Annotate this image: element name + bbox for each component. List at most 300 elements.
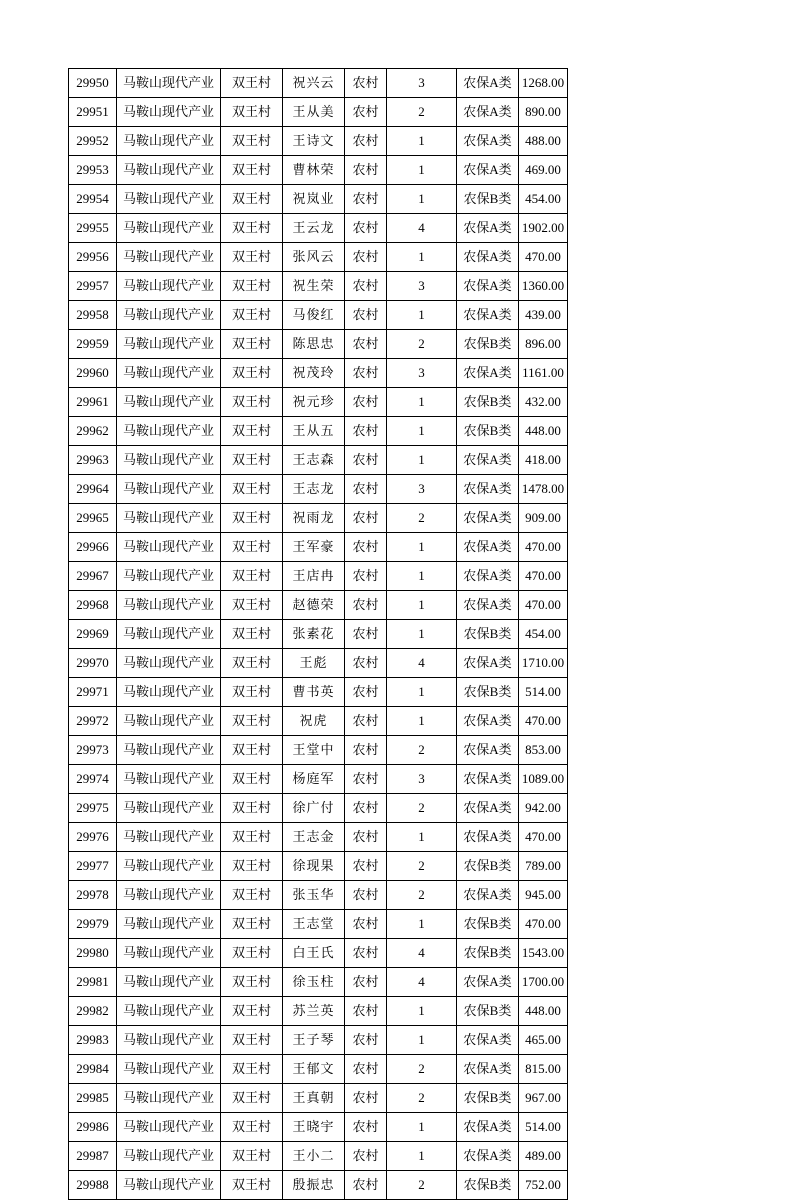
cell-person-count: 4 xyxy=(387,649,457,678)
cell-amount: 909.00 xyxy=(519,504,568,533)
table-row xyxy=(69,359,568,388)
cell-amount: 469.00 xyxy=(519,156,568,185)
cell-person-count: 2 xyxy=(387,794,457,823)
cell-id: 29985 xyxy=(69,1084,117,1113)
cell-household-type: 农村 xyxy=(345,997,387,1026)
cell-organization: 马鞍山现代产业 xyxy=(117,1142,221,1171)
cell-village: 双王村 xyxy=(221,1055,283,1084)
cell-person-name: 王从美 xyxy=(283,98,345,127)
table-row xyxy=(69,1084,568,1113)
cell-id: 29966 xyxy=(69,533,117,562)
table-row xyxy=(69,1142,568,1171)
cell-category: 农保A类 xyxy=(457,98,519,127)
subsidy-table-container xyxy=(68,68,568,1200)
table-row xyxy=(69,156,568,185)
cell-amount: 896.00 xyxy=(519,330,568,359)
cell-person-name: 赵德荣 xyxy=(283,591,345,620)
cell-household-type: 农村 xyxy=(345,794,387,823)
cell-person-name: 祝雨龙 xyxy=(283,504,345,533)
cell-household-type: 农村 xyxy=(345,475,387,504)
cell-household-type: 农村 xyxy=(345,243,387,272)
cell-id: 29975 xyxy=(69,794,117,823)
cell-household-type: 农村 xyxy=(345,504,387,533)
cell-household-type: 农村 xyxy=(345,1171,387,1200)
cell-id: 29968 xyxy=(69,591,117,620)
cell-id: 29982 xyxy=(69,997,117,1026)
cell-organization: 马鞍山现代产业 xyxy=(117,678,221,707)
table-row xyxy=(69,620,568,649)
cell-organization: 马鞍山现代产业 xyxy=(117,301,221,330)
table-row xyxy=(69,707,568,736)
cell-id: 29972 xyxy=(69,707,117,736)
cell-village: 双王村 xyxy=(221,185,283,214)
cell-village: 双王村 xyxy=(221,69,283,98)
cell-amount: 1360.00 xyxy=(519,272,568,301)
cell-person-name: 王晓宇 xyxy=(283,1113,345,1142)
cell-amount: 418.00 xyxy=(519,446,568,475)
table-row xyxy=(69,910,568,939)
cell-person-count: 1 xyxy=(387,533,457,562)
cell-id: 29964 xyxy=(69,475,117,504)
cell-category: 农保A类 xyxy=(457,533,519,562)
cell-organization: 马鞍山现代产业 xyxy=(117,1113,221,1142)
cell-person-name: 王堂中 xyxy=(283,736,345,765)
cell-person-name: 王小二 xyxy=(283,1142,345,1171)
cell-village: 双王村 xyxy=(221,446,283,475)
cell-id: 29984 xyxy=(69,1055,117,1084)
cell-person-name: 王郁文 xyxy=(283,1055,345,1084)
cell-village: 双王村 xyxy=(221,649,283,678)
cell-organization: 马鞍山现代产业 xyxy=(117,620,221,649)
cell-household-type: 农村 xyxy=(345,678,387,707)
cell-village: 双王村 xyxy=(221,794,283,823)
cell-village: 双王村 xyxy=(221,852,283,881)
cell-village: 双王村 xyxy=(221,243,283,272)
cell-amount: 432.00 xyxy=(519,388,568,417)
cell-person-count: 2 xyxy=(387,736,457,765)
cell-person-name: 王店冉 xyxy=(283,562,345,591)
cell-person-count: 2 xyxy=(387,1084,457,1113)
cell-person-name: 祝元珍 xyxy=(283,388,345,417)
cell-organization: 马鞍山现代产业 xyxy=(117,939,221,968)
cell-household-type: 农村 xyxy=(345,562,387,591)
cell-person-count: 1 xyxy=(387,678,457,707)
cell-household-type: 农村 xyxy=(345,1084,387,1113)
cell-amount: 489.00 xyxy=(519,1142,568,1171)
cell-organization: 马鞍山现代产业 xyxy=(117,765,221,794)
cell-id: 29959 xyxy=(69,330,117,359)
cell-person-name: 祝生荣 xyxy=(283,272,345,301)
cell-household-type: 农村 xyxy=(345,765,387,794)
cell-id: 29962 xyxy=(69,417,117,446)
cell-person-count: 1 xyxy=(387,1113,457,1142)
cell-village: 双王村 xyxy=(221,1171,283,1200)
cell-person-count: 1 xyxy=(387,417,457,446)
cell-category: 农保A类 xyxy=(457,475,519,504)
cell-person-count: 2 xyxy=(387,330,457,359)
cell-person-count: 2 xyxy=(387,98,457,127)
cell-amount: 470.00 xyxy=(519,243,568,272)
cell-person-name: 张风云 xyxy=(283,243,345,272)
cell-organization: 马鞍山现代产业 xyxy=(117,649,221,678)
cell-household-type: 农村 xyxy=(345,359,387,388)
cell-category: 农保A类 xyxy=(457,69,519,98)
cell-organization: 马鞍山现代产业 xyxy=(117,446,221,475)
cell-organization: 马鞍山现代产业 xyxy=(117,475,221,504)
cell-household-type: 农村 xyxy=(345,185,387,214)
cell-household-type: 农村 xyxy=(345,939,387,968)
cell-person-count: 2 xyxy=(387,852,457,881)
cell-household-type: 农村 xyxy=(345,156,387,185)
cell-organization: 马鞍山现代产业 xyxy=(117,562,221,591)
cell-category: 农保A类 xyxy=(457,765,519,794)
cell-amount: 454.00 xyxy=(519,620,568,649)
cell-category: 农保A类 xyxy=(457,504,519,533)
cell-amount: 1700.00 xyxy=(519,968,568,997)
table-row xyxy=(69,649,568,678)
cell-category: 农保A类 xyxy=(457,794,519,823)
cell-amount: 470.00 xyxy=(519,533,568,562)
cell-person-count: 1 xyxy=(387,1142,457,1171)
cell-organization: 马鞍山现代产业 xyxy=(117,707,221,736)
table-row xyxy=(69,591,568,620)
cell-household-type: 农村 xyxy=(345,823,387,852)
cell-organization: 马鞍山现代产业 xyxy=(117,1171,221,1200)
cell-organization: 马鞍山现代产业 xyxy=(117,504,221,533)
cell-amount: 1478.00 xyxy=(519,475,568,504)
cell-amount: 448.00 xyxy=(519,417,568,446)
cell-id: 29987 xyxy=(69,1142,117,1171)
cell-person-name: 殷振忠 xyxy=(283,1171,345,1200)
cell-household-type: 农村 xyxy=(345,881,387,910)
table-row xyxy=(69,185,568,214)
cell-person-count: 2 xyxy=(387,504,457,533)
cell-village: 双王村 xyxy=(221,301,283,330)
cell-organization: 马鞍山现代产业 xyxy=(117,69,221,98)
cell-category: 农保B类 xyxy=(457,852,519,881)
cell-village: 双王村 xyxy=(221,330,283,359)
cell-person-count: 1 xyxy=(387,562,457,591)
cell-id: 29988 xyxy=(69,1171,117,1200)
cell-person-name: 徐现果 xyxy=(283,852,345,881)
cell-person-count: 3 xyxy=(387,475,457,504)
cell-person-name: 祝虎 xyxy=(283,707,345,736)
cell-village: 双王村 xyxy=(221,562,283,591)
cell-village: 双王村 xyxy=(221,591,283,620)
cell-category: 农保A类 xyxy=(457,214,519,243)
cell-amount: 1710.00 xyxy=(519,649,568,678)
cell-village: 双王村 xyxy=(221,1026,283,1055)
cell-person-name: 杨庭军 xyxy=(283,765,345,794)
cell-person-name: 曹书英 xyxy=(283,678,345,707)
cell-village: 双王村 xyxy=(221,910,283,939)
cell-person-name: 张素花 xyxy=(283,620,345,649)
cell-category: 农保A类 xyxy=(457,1026,519,1055)
cell-person-name: 王志龙 xyxy=(283,475,345,504)
cell-village: 双王村 xyxy=(221,1084,283,1113)
cell-id: 29971 xyxy=(69,678,117,707)
cell-category: 农保B类 xyxy=(457,997,519,1026)
cell-person-name: 王从五 xyxy=(283,417,345,446)
cell-household-type: 农村 xyxy=(345,707,387,736)
cell-person-name: 祝兴云 xyxy=(283,69,345,98)
cell-person-name: 祝岚业 xyxy=(283,185,345,214)
cell-village: 双王村 xyxy=(221,359,283,388)
cell-household-type: 农村 xyxy=(345,1113,387,1142)
cell-id: 29983 xyxy=(69,1026,117,1055)
cell-amount: 1161.00 xyxy=(519,359,568,388)
cell-id: 29969 xyxy=(69,620,117,649)
cell-village: 双王村 xyxy=(221,736,283,765)
cell-household-type: 农村 xyxy=(345,910,387,939)
cell-category: 农保A类 xyxy=(457,127,519,156)
cell-person-count: 1 xyxy=(387,388,457,417)
cell-category: 农保A类 xyxy=(457,881,519,910)
cell-category: 农保A类 xyxy=(457,823,519,852)
cell-organization: 马鞍山现代产业 xyxy=(117,243,221,272)
cell-village: 双王村 xyxy=(221,997,283,1026)
cell-village: 双王村 xyxy=(221,1142,283,1171)
cell-organization: 马鞍山现代产业 xyxy=(117,1055,221,1084)
cell-household-type: 农村 xyxy=(345,388,387,417)
table-row xyxy=(69,446,568,475)
cell-person-name: 祝茂玲 xyxy=(283,359,345,388)
table-row xyxy=(69,765,568,794)
cell-person-count: 3 xyxy=(387,69,457,98)
table-row xyxy=(69,823,568,852)
cell-village: 双王村 xyxy=(221,156,283,185)
table-row xyxy=(69,997,568,1026)
subsidy-table-body xyxy=(69,69,568,1200)
cell-household-type: 农村 xyxy=(345,736,387,765)
table-row xyxy=(69,417,568,446)
cell-organization: 马鞍山现代产业 xyxy=(117,98,221,127)
cell-organization: 马鞍山现代产业 xyxy=(117,417,221,446)
cell-category: 农保A类 xyxy=(457,1055,519,1084)
cell-id: 29965 xyxy=(69,504,117,533)
cell-person-count: 1 xyxy=(387,707,457,736)
cell-id: 29955 xyxy=(69,214,117,243)
cell-amount: 470.00 xyxy=(519,910,568,939)
cell-amount: 470.00 xyxy=(519,823,568,852)
cell-household-type: 农村 xyxy=(345,591,387,620)
cell-category: 农保A类 xyxy=(457,707,519,736)
cell-category: 农保B类 xyxy=(457,1171,519,1200)
cell-household-type: 农村 xyxy=(345,1026,387,1055)
cell-category: 农保A类 xyxy=(457,359,519,388)
cell-category: 农保A类 xyxy=(457,272,519,301)
cell-id: 29957 xyxy=(69,272,117,301)
cell-organization: 马鞍山现代产业 xyxy=(117,185,221,214)
table-row xyxy=(69,1113,568,1142)
cell-person-name: 徐玉柱 xyxy=(283,968,345,997)
cell-person-name: 王志金 xyxy=(283,823,345,852)
cell-person-name: 王志堂 xyxy=(283,910,345,939)
cell-id: 29960 xyxy=(69,359,117,388)
cell-organization: 马鞍山现代产业 xyxy=(117,330,221,359)
cell-household-type: 农村 xyxy=(345,69,387,98)
cell-village: 双王村 xyxy=(221,765,283,794)
cell-amount: 942.00 xyxy=(519,794,568,823)
cell-person-name: 王真朝 xyxy=(283,1084,345,1113)
cell-household-type: 农村 xyxy=(345,1055,387,1084)
cell-person-name: 王子琴 xyxy=(283,1026,345,1055)
cell-person-count: 3 xyxy=(387,272,457,301)
cell-amount: 1902.00 xyxy=(519,214,568,243)
cell-household-type: 农村 xyxy=(345,1142,387,1171)
table-row xyxy=(69,388,568,417)
cell-category: 农保A类 xyxy=(457,243,519,272)
cell-category: 农保A类 xyxy=(457,591,519,620)
cell-organization: 马鞍山现代产业 xyxy=(117,852,221,881)
cell-amount: 1268.00 xyxy=(519,69,568,98)
cell-person-count: 4 xyxy=(387,214,457,243)
cell-id: 29958 xyxy=(69,301,117,330)
cell-id: 29973 xyxy=(69,736,117,765)
cell-id: 29986 xyxy=(69,1113,117,1142)
cell-category: 农保B类 xyxy=(457,417,519,446)
cell-category: 农保A类 xyxy=(457,301,519,330)
table-row xyxy=(69,1171,568,1200)
cell-amount: 967.00 xyxy=(519,1084,568,1113)
cell-person-name: 马俊红 xyxy=(283,301,345,330)
cell-amount: 488.00 xyxy=(519,127,568,156)
cell-person-name: 张玉华 xyxy=(283,881,345,910)
cell-person-count: 4 xyxy=(387,939,457,968)
cell-id: 29974 xyxy=(69,765,117,794)
cell-village: 双王村 xyxy=(221,504,283,533)
cell-person-name: 苏兰英 xyxy=(283,997,345,1026)
cell-person-count: 1 xyxy=(387,156,457,185)
cell-person-name: 曹林荣 xyxy=(283,156,345,185)
cell-person-count: 2 xyxy=(387,1171,457,1200)
cell-household-type: 农村 xyxy=(345,98,387,127)
cell-organization: 马鞍山现代产业 xyxy=(117,736,221,765)
table-row xyxy=(69,562,568,591)
cell-person-name: 王志森 xyxy=(283,446,345,475)
cell-id: 29977 xyxy=(69,852,117,881)
table-row xyxy=(69,330,568,359)
cell-amount: 1543.00 xyxy=(519,939,568,968)
cell-household-type: 农村 xyxy=(345,620,387,649)
cell-category: 农保B类 xyxy=(457,330,519,359)
table-row xyxy=(69,794,568,823)
cell-organization: 马鞍山现代产业 xyxy=(117,359,221,388)
cell-person-count: 1 xyxy=(387,446,457,475)
cell-organization: 马鞍山现代产业 xyxy=(117,968,221,997)
table-row xyxy=(69,1026,568,1055)
cell-village: 双王村 xyxy=(221,533,283,562)
cell-household-type: 农村 xyxy=(345,301,387,330)
cell-id: 29956 xyxy=(69,243,117,272)
cell-household-type: 农村 xyxy=(345,533,387,562)
cell-village: 双王村 xyxy=(221,707,283,736)
cell-id: 29970 xyxy=(69,649,117,678)
cell-amount: 789.00 xyxy=(519,852,568,881)
cell-person-name: 徐广付 xyxy=(283,794,345,823)
cell-person-count: 1 xyxy=(387,997,457,1026)
cell-id: 29980 xyxy=(69,939,117,968)
cell-id: 29952 xyxy=(69,127,117,156)
cell-person-name: 王军豪 xyxy=(283,533,345,562)
cell-category: 农保A类 xyxy=(457,562,519,591)
table-row xyxy=(69,968,568,997)
cell-amount: 448.00 xyxy=(519,997,568,1026)
cell-category: 农保A类 xyxy=(457,1142,519,1171)
cell-village: 双王村 xyxy=(221,620,283,649)
cell-amount: 890.00 xyxy=(519,98,568,127)
cell-person-name: 王彪 xyxy=(283,649,345,678)
table-row xyxy=(69,939,568,968)
table-row xyxy=(69,736,568,765)
cell-household-type: 农村 xyxy=(345,127,387,156)
cell-id: 29981 xyxy=(69,968,117,997)
cell-amount: 815.00 xyxy=(519,1055,568,1084)
cell-village: 双王村 xyxy=(221,881,283,910)
cell-person-count: 1 xyxy=(387,910,457,939)
cell-category: 农保A类 xyxy=(457,446,519,475)
cell-organization: 马鞍山现代产业 xyxy=(117,591,221,620)
cell-village: 双王村 xyxy=(221,968,283,997)
cell-person-count: 1 xyxy=(387,620,457,649)
cell-category: 农保A类 xyxy=(457,736,519,765)
cell-person-count: 1 xyxy=(387,823,457,852)
cell-organization: 马鞍山现代产业 xyxy=(117,214,221,243)
cell-household-type: 农村 xyxy=(345,272,387,301)
cell-household-type: 农村 xyxy=(345,417,387,446)
cell-category: 农保A类 xyxy=(457,968,519,997)
cell-household-type: 农村 xyxy=(345,649,387,678)
cell-household-type: 农村 xyxy=(345,446,387,475)
cell-organization: 马鞍山现代产业 xyxy=(117,997,221,1026)
cell-id: 29976 xyxy=(69,823,117,852)
cell-household-type: 农村 xyxy=(345,330,387,359)
cell-person-count: 1 xyxy=(387,301,457,330)
cell-village: 双王村 xyxy=(221,823,283,852)
cell-amount: 945.00 xyxy=(519,881,568,910)
cell-category: 农保B类 xyxy=(457,678,519,707)
cell-amount: 514.00 xyxy=(519,1113,568,1142)
table-row xyxy=(69,475,568,504)
table-row xyxy=(69,214,568,243)
table-row xyxy=(69,678,568,707)
table-row xyxy=(69,301,568,330)
cell-amount: 439.00 xyxy=(519,301,568,330)
table-row xyxy=(69,1055,568,1084)
cell-organization: 马鞍山现代产业 xyxy=(117,388,221,417)
cell-amount: 853.00 xyxy=(519,736,568,765)
cell-organization: 马鞍山现代产业 xyxy=(117,272,221,301)
cell-amount: 752.00 xyxy=(519,1171,568,1200)
table-row xyxy=(69,69,568,98)
cell-id: 29950 xyxy=(69,69,117,98)
cell-person-count: 1 xyxy=(387,243,457,272)
cell-person-name: 白王氏 xyxy=(283,939,345,968)
table-row xyxy=(69,533,568,562)
cell-id: 29953 xyxy=(69,156,117,185)
cell-category: 农保B类 xyxy=(457,388,519,417)
cell-organization: 马鞍山现代产业 xyxy=(117,823,221,852)
cell-village: 双王村 xyxy=(221,272,283,301)
subsidy-table xyxy=(68,68,568,1200)
cell-village: 双王村 xyxy=(221,98,283,127)
table-row xyxy=(69,504,568,533)
cell-person-count: 2 xyxy=(387,1055,457,1084)
table-row xyxy=(69,98,568,127)
cell-amount: 470.00 xyxy=(519,707,568,736)
cell-category: 农保A类 xyxy=(457,649,519,678)
cell-person-count: 4 xyxy=(387,968,457,997)
